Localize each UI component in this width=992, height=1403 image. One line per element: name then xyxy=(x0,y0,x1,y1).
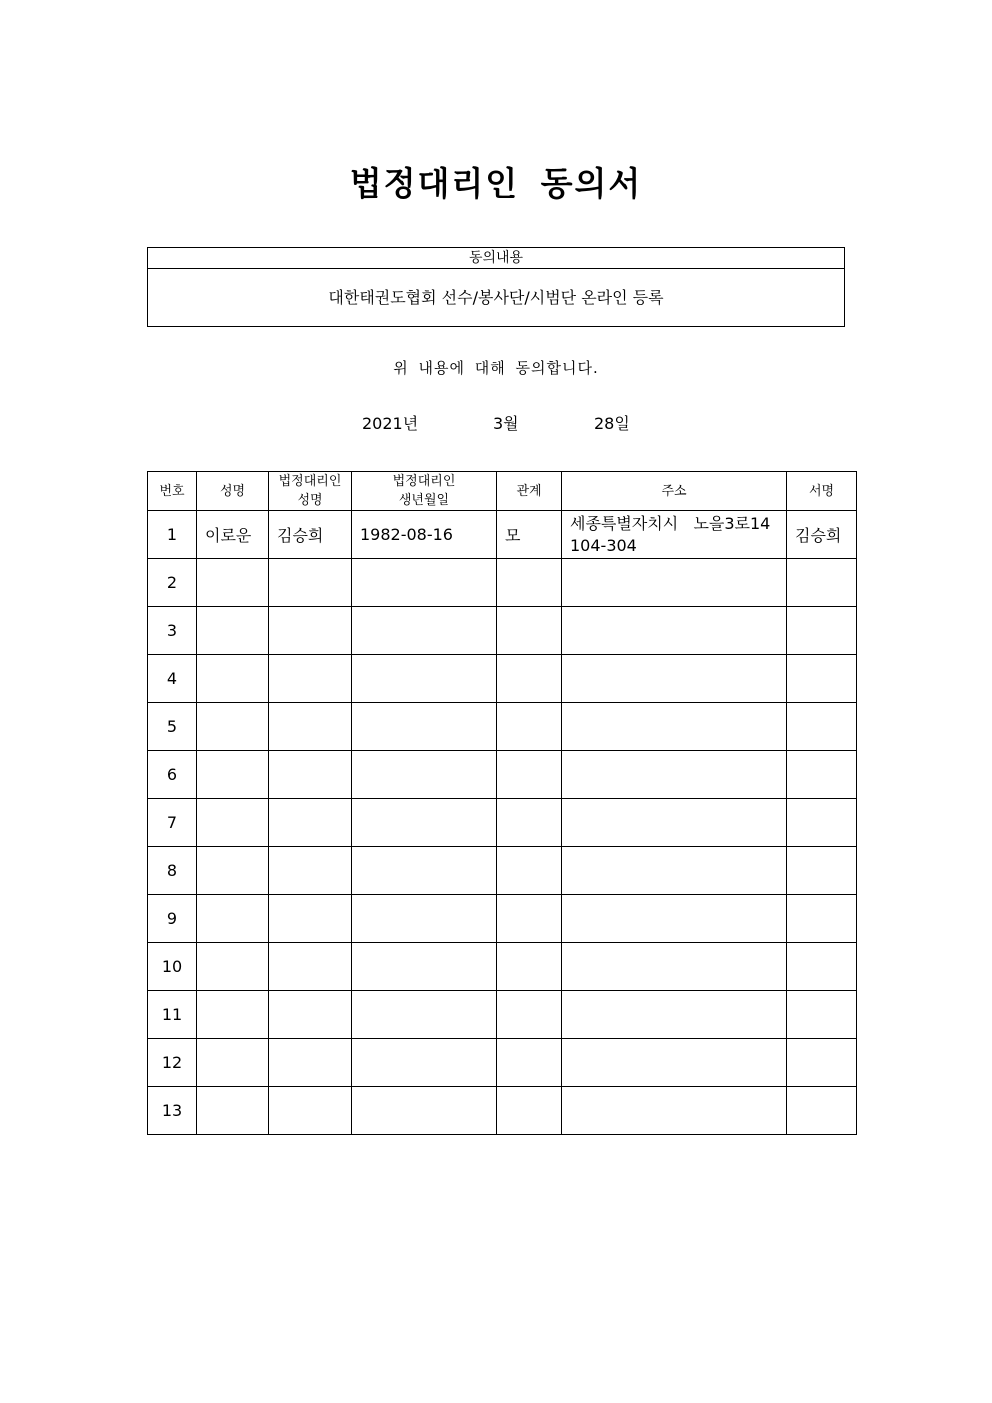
row-name[interactable] xyxy=(197,991,269,1039)
row-name[interactable] xyxy=(197,559,269,607)
table-row xyxy=(148,991,857,1039)
row-guardian-name[interactable] xyxy=(269,655,352,703)
consent-roster-table xyxy=(147,471,857,1135)
table-row xyxy=(148,1039,857,1087)
row-address[interactable] xyxy=(562,655,787,703)
row-guardian-birth[interactable] xyxy=(352,1039,497,1087)
row-signature[interactable]: 김승희 xyxy=(787,511,857,559)
table-row xyxy=(148,559,857,607)
header-guardian-birth-line2: 생년월일 xyxy=(398,493,450,508)
row-guardian-name[interactable]: 김승희 xyxy=(269,511,352,559)
row-signature[interactable] xyxy=(787,991,857,1039)
date-month: 3월 xyxy=(493,414,519,433)
row-num[interactable]: 13 xyxy=(148,1087,197,1135)
row-relation[interactable] xyxy=(497,703,562,751)
row-address-line2: 104-304 xyxy=(570,535,637,555)
row-guardian-birth[interactable] xyxy=(352,943,497,991)
row-num[interactable]: 11 xyxy=(148,991,197,1039)
row-relation[interactable] xyxy=(497,559,562,607)
row-address-line1: 세종특별자치시 노을3로14 xyxy=(570,513,771,533)
row-relation[interactable] xyxy=(497,655,562,703)
table-row xyxy=(148,799,857,847)
row-signature[interactable] xyxy=(787,607,857,655)
row-name[interactable] xyxy=(197,607,269,655)
row-signature[interactable] xyxy=(787,751,857,799)
row-address[interactable] xyxy=(562,847,787,895)
row-guardian-birth[interactable]: 1982-08-16 xyxy=(352,511,497,559)
row-signature[interactable] xyxy=(787,703,857,751)
row-guardian-birth[interactable] xyxy=(352,895,497,943)
row-relation[interactable] xyxy=(497,751,562,799)
table-row xyxy=(148,655,857,703)
row-address[interactable] xyxy=(562,1087,787,1135)
row-address[interactable] xyxy=(562,799,787,847)
row-guardian-name[interactable] xyxy=(269,991,352,1039)
header-name: 성명 xyxy=(197,472,269,511)
agree-statement: 위 내용에 대해 동의합니다. xyxy=(393,359,599,377)
row-guardian-birth[interactable] xyxy=(352,703,497,751)
row-name[interactable]: 이로운 xyxy=(197,511,269,559)
row-address[interactable] xyxy=(562,991,787,1039)
row-name[interactable] xyxy=(197,1087,269,1135)
row-name[interactable] xyxy=(197,895,269,943)
row-guardian-birth[interactable] xyxy=(352,607,497,655)
row-address[interactable] xyxy=(562,511,787,559)
header-guardian-birth-line1: 법정대리인 xyxy=(392,474,456,489)
header-guardian-name xyxy=(269,472,352,511)
table-row xyxy=(148,703,857,751)
row-address[interactable] xyxy=(562,751,787,799)
row-signature[interactable] xyxy=(787,655,857,703)
header-guardian-name-line2: 성명 xyxy=(297,493,323,508)
table-row xyxy=(148,895,857,943)
row-name[interactable] xyxy=(197,703,269,751)
row-num[interactable]: 2 xyxy=(148,559,197,607)
row-name[interactable] xyxy=(197,847,269,895)
row-name[interactable] xyxy=(197,751,269,799)
header-guardian-name-line1: 법정대리인 xyxy=(278,474,342,489)
row-guardian-birth[interactable] xyxy=(352,991,497,1039)
row-signature[interactable] xyxy=(787,1039,857,1087)
row-guardian-name[interactable] xyxy=(269,703,352,751)
row-guardian-birth[interactable] xyxy=(352,751,497,799)
consent-box xyxy=(147,247,845,327)
header-guardian-birth xyxy=(352,472,497,511)
document-title: 법정대리인 동의서 xyxy=(349,164,643,203)
row-guardian-birth[interactable] xyxy=(352,799,497,847)
header-signature: 서명 xyxy=(787,472,857,511)
row-guardian-name[interactable] xyxy=(269,943,352,991)
row-relation[interactable] xyxy=(497,943,562,991)
row-relation[interactable] xyxy=(497,1039,562,1087)
row-name[interactable] xyxy=(197,943,269,991)
date-day: 28일 xyxy=(594,414,630,433)
row-relation[interactable] xyxy=(497,895,562,943)
table-header-row xyxy=(148,472,857,511)
row-num[interactable]: 6 xyxy=(148,751,197,799)
row-signature[interactable] xyxy=(787,1087,857,1135)
row-num[interactable]: 8 xyxy=(148,847,197,895)
table-row xyxy=(148,511,857,559)
row-name[interactable] xyxy=(197,655,269,703)
row-guardian-name[interactable] xyxy=(269,607,352,655)
row-guardian-name[interactable] xyxy=(269,559,352,607)
row-name[interactable] xyxy=(197,799,269,847)
row-guardian-name[interactable] xyxy=(269,847,352,895)
table-row xyxy=(148,943,857,991)
row-relation[interactable] xyxy=(497,1087,562,1135)
date-year: 2021년 xyxy=(362,414,419,433)
row-num[interactable]: 1 xyxy=(148,511,197,559)
header-relation: 관계 xyxy=(497,472,562,511)
row-name[interactable] xyxy=(197,1039,269,1087)
table-row xyxy=(148,751,857,799)
row-guardian-name[interactable] xyxy=(269,1087,352,1135)
row-relation[interactable] xyxy=(497,607,562,655)
row-signature[interactable] xyxy=(787,943,857,991)
header-address: 주소 xyxy=(562,472,787,511)
row-relation[interactable] xyxy=(497,991,562,1039)
row-num[interactable]: 12 xyxy=(148,1039,197,1087)
row-guardian-name[interactable] xyxy=(269,895,352,943)
row-guardian-name[interactable] xyxy=(269,751,352,799)
consent-header: 동의내용 xyxy=(148,248,844,269)
table-row xyxy=(148,1087,857,1135)
row-guardian-birth[interactable] xyxy=(352,559,497,607)
row-address[interactable] xyxy=(562,943,787,991)
row-signature[interactable] xyxy=(787,847,857,895)
header-num: 번호 xyxy=(148,472,197,511)
row-num[interactable]: 4 xyxy=(148,655,197,703)
row-signature[interactable] xyxy=(787,895,857,943)
row-relation[interactable]: 모 xyxy=(497,511,562,559)
table-row xyxy=(148,607,857,655)
row-num[interactable]: 3 xyxy=(148,607,197,655)
row-guardian-name[interactable] xyxy=(269,1039,352,1087)
row-signature[interactable] xyxy=(787,799,857,847)
row-num[interactable]: 5 xyxy=(148,703,197,751)
row-num[interactable]: 10 xyxy=(148,943,197,991)
row-num[interactable]: 7 xyxy=(148,799,197,847)
row-relation[interactable] xyxy=(497,799,562,847)
table-row xyxy=(148,847,857,895)
row-guardian-birth[interactable] xyxy=(352,1087,497,1135)
row-guardian-name[interactable] xyxy=(269,799,352,847)
row-guardian-birth[interactable] xyxy=(352,655,497,703)
row-address[interactable] xyxy=(562,559,787,607)
row-address[interactable] xyxy=(562,607,787,655)
row-num[interactable]: 9 xyxy=(148,895,197,943)
row-address[interactable] xyxy=(562,1039,787,1087)
row-guardian-birth[interactable] xyxy=(352,847,497,895)
row-relation[interactable] xyxy=(497,847,562,895)
row-signature[interactable] xyxy=(787,559,857,607)
row-address[interactable] xyxy=(562,895,787,943)
row-address[interactable] xyxy=(562,703,787,751)
consent-body: 대한태권도협회 선수/봉사단/시범단 온라인 등록 xyxy=(328,288,664,307)
